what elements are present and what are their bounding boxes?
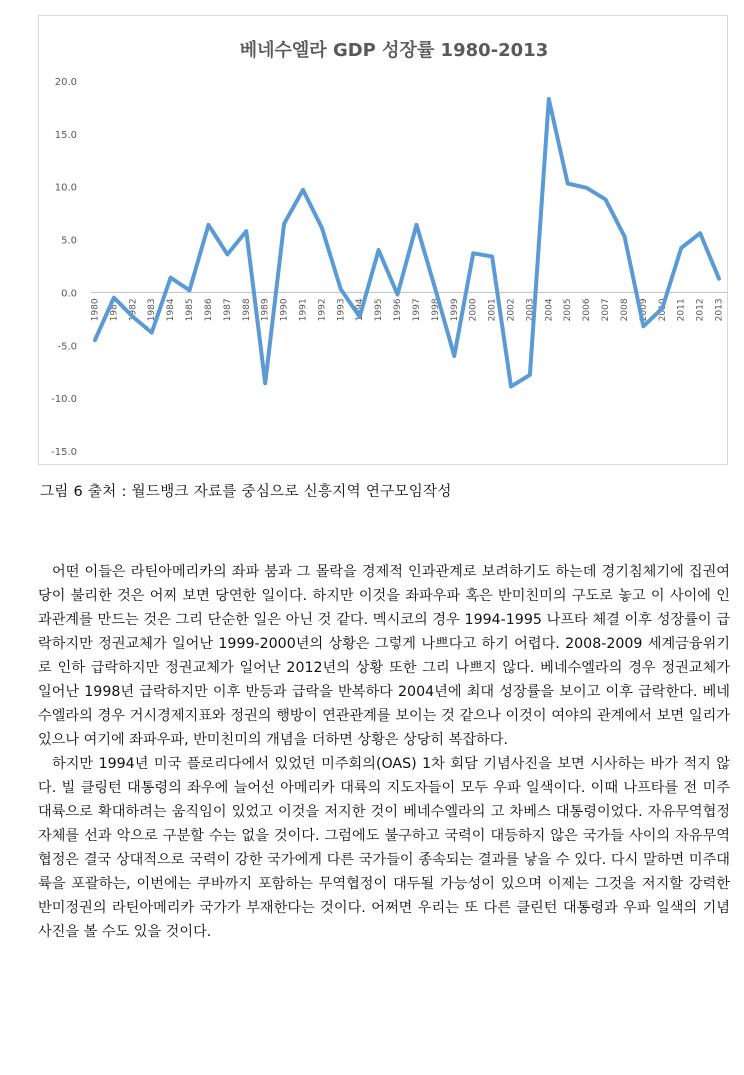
- y-tick-label: -15.0: [51, 447, 77, 458]
- x-tick-label: 1987: [222, 298, 233, 322]
- x-tick-label: 2004: [544, 298, 555, 322]
- x-tick-label: 1982: [128, 298, 139, 322]
- x-tick-label: 2000: [468, 298, 479, 322]
- x-tick-label: 2006: [582, 298, 593, 322]
- x-tick-label: 2011: [676, 298, 687, 322]
- y-tick-label: 15.0: [54, 129, 77, 141]
- x-tick-label: 2008: [619, 298, 630, 322]
- gdp-growth-chart: [38, 15, 728, 465]
- chart-title: 베네수엘라 GDP 성장률 1980-2013: [239, 40, 549, 61]
- x-tick-label: 2007: [601, 298, 612, 322]
- y-tick-label: 0.0: [61, 288, 77, 300]
- x-tick-label: 2010: [657, 298, 668, 322]
- x-tick-label: 1988: [241, 298, 252, 322]
- y-axis-ticks: [51, 77, 77, 458]
- x-tick-label: 1990: [279, 298, 290, 322]
- paragraph: 어떤 이들은 라틴아메리카의 좌파 붐과 그 몰락을 경제적 인과관계로 보려하기도 하는데 경기침체기에 집권여당이 불리한 것은 어찌 보면 당연한 일이다. 하지만 이것을 좌파우파 혹은 반미친미의 구도로 놓고 이 사이에 인과관계를 만드는 것은 그리 단순한 일은 아닌 것 같다. 멕시코의 경우 1994-1995 나프타 체결 이후 성장률이 급락하지만 정권교체가 일어난 1999-2000년의 상황은 그렇게 나쁘다고 하기 어렵다. 2008-2009 세계금융위기로 인하 급락하지만 정권교체가 일어난 2012년의 상황 또한 그리 나쁘지 않다. 베네수엘라의 경우 정권교체가 일어난 1998년 급락하지만 이후 반등과 급락을 반복하다 2004년에 최대 성장률을 보이고 이후 급락한다. 베네수엘라의 경우 거시경제지표와 정권의 행방이 연관관계를 보이는 것 같으나 이것이 여야의 관계에서 보면 일리가 있으나 여기에 좌파우파, 반미친미의 개념을 더하면 상황은 상당히 복잡하다.: [38, 564, 730, 748]
- x-tick-label: 2002: [506, 298, 517, 322]
- x-tick-label: 1981: [109, 298, 120, 322]
- figure-caption: 그림 6 출처 : 월드뱅크 자료를 중심으로 신흥지역 연구모임작성: [40, 484, 452, 500]
- x-tick-label: 1997: [411, 298, 422, 322]
- article-body: [38, 560, 730, 944]
- x-tick-label: 1991: [298, 298, 309, 322]
- x-tick-label: 1993: [336, 298, 347, 322]
- x-tick-label: 2012: [695, 298, 706, 322]
- x-tick-label: 2001: [487, 298, 498, 322]
- x-tick-label: 1992: [317, 298, 328, 322]
- x-axis-ticks: [91, 298, 725, 321]
- x-tick-label: 1994: [355, 298, 366, 322]
- y-tick-label: -5.0: [57, 341, 77, 353]
- x-tick-label: 2009: [638, 298, 649, 322]
- x-tick-label: 1999: [449, 298, 460, 322]
- x-tick-label: 1989: [260, 298, 271, 322]
- x-tick-label: 1995: [374, 298, 385, 322]
- y-tick-label: 10.0: [54, 182, 77, 194]
- gdp-growth-line: [95, 99, 719, 387]
- x-tick-label: 1980: [90, 298, 101, 322]
- x-tick-label: 1983: [147, 298, 158, 322]
- y-tick-label: -10.0: [51, 394, 77, 406]
- paragraph: 하지만 1994년 미국 플로리다에서 있었던 미주회의(OAS) 1차 회담 기념사진을 보면 시사하는 바가 적지 않다. 빌 클링턴 대통령의 좌우에 늘어선 아메리카 대륙의 지도자들이 모두 우파 일색이다. 이때 나프타를 전 미주대륙으로 확대하려는 움직임이 있었고 이것을 저지한 것이 베네수엘라의 고 차베스 대통령이었다. 자유무역협정 자체를 선과 악으로 구분할 수는 없을 것이다. 그럼에도 불구하고 국력이 대등하지 않은 국가들 사이의 자유무역협정은 결국 상대적으로 국력이 강한 국가에게 다른 국가들이 종속되는 결과를 낳을 수 있다. 다시 말하면 미주대륙을 포괄하는, 이번에는 쿠바까지 포함하는 무역협정이 대두될 가능성이 있으며 이제는 그것을 저지할 강력한 반미정권의 라틴아메리카 국가가 부재한다는 것이다. 어쩌면 우리는 또 다른 클린턴 대통령과 우파 일색의 기념사진을 볼 수도 있을 것이다.: [38, 756, 730, 940]
- y-tick-label: 20.0: [54, 77, 77, 88]
- x-tick-label: 2013: [714, 298, 725, 322]
- x-tick-label: 1996: [393, 298, 404, 322]
- x-tick-label: 1984: [166, 298, 177, 322]
- x-tick-label: 1985: [185, 298, 196, 322]
- x-tick-label: 1986: [203, 298, 214, 322]
- x-tick-label: 1998: [430, 298, 441, 322]
- chart-svg: [39, 16, 729, 466]
- y-tick-label: 5.0: [61, 235, 77, 247]
- x-tick-label: 2003: [525, 298, 536, 322]
- x-tick-label: 2005: [563, 298, 574, 322]
